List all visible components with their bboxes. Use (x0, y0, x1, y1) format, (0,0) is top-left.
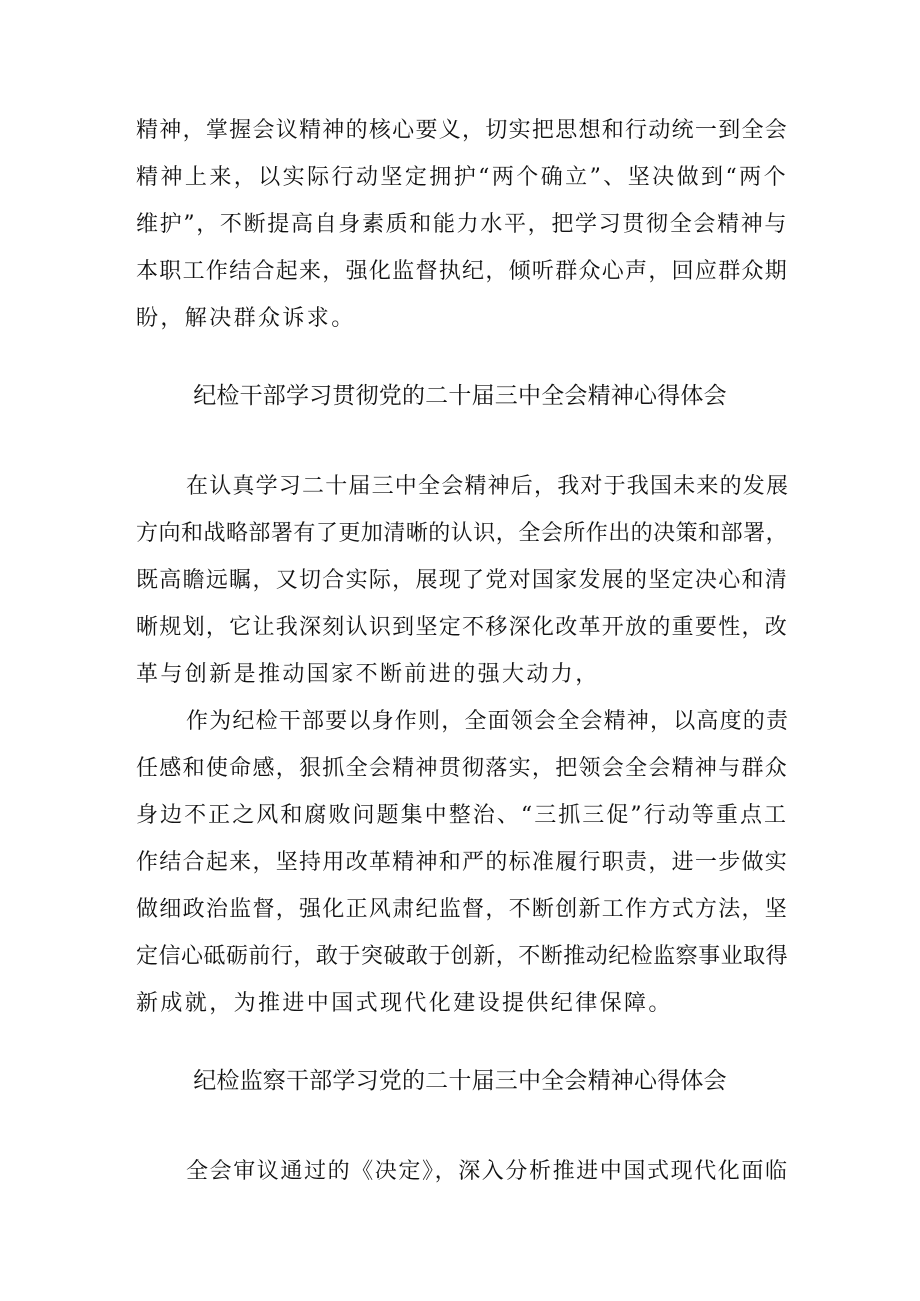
paragraph-1-line-4: 本职工作结合起来，强化监督执纪，倾听群众心声，回应群众期 (136, 259, 788, 284)
paragraph-1-line-2: 精神上来，以实际行动坚定拥护“两个确立”、坚决做到“两个 (136, 165, 788, 190)
paragraph-3-line-4: 作结合起来，坚持用改革精神和严的标准履行职责，进一步做实 (136, 850, 788, 875)
section-heading-2: 纪检监察干部学习党的二十届三中全会精神心得体会 (193, 1068, 727, 1094)
paragraph-4-line-1: 全会审议通过的《决定》，深入分析推进中国式现代化面临 (186, 1159, 789, 1184)
paragraph-2-line-3: 既高瞻远瞩，又切合实际，展现了党对国家发展的坚定决心和清 (136, 568, 788, 593)
paragraph-1-line-3: 维护”，不断提高自身素质和能力水平，把学习贯彻全会精神与 (136, 212, 788, 237)
paragraph-3-line-7: 新成就，为推进中国式现代化建设提供纪律保障。 (136, 991, 673, 1016)
paragraph-2-line-1: 在认真学习二十届三中全会精神后，我对于我国未来的发展 (186, 474, 790, 499)
paragraph-3-line-1: 作为纪检干部要以身作则，全面领会全会精神，以高度的责 (186, 709, 790, 734)
paragraph-3-line-2: 任感和使命感，狠抓全会精神贯彻落实，把领会全会精神与群众 (136, 756, 788, 781)
paragraph-2-line-5: 革与创新是推动国家不断前进的强大动力， (136, 662, 600, 687)
paragraph-2-line-2: 方向和战略部署有了更加清晰的认识，全会所作出的决策和部署， (136, 521, 788, 546)
paragraph-1-line-5: 盼，解决群众诉求。 (136, 306, 356, 331)
paragraph-3-line-3: 身边不正之风和腐败问题集中整治、“三抓三促”行动等重点工 (136, 803, 788, 828)
paragraph-2-line-4: 晰规划，它让我深刻认识到坚定不移深化改革开放的重要性，改 (136, 615, 788, 640)
paragraph-1-line-1: 精神，掌握会议精神的核心要义，切实把思想和行动统一到全会 (136, 118, 788, 143)
paragraph-3-line-6: 定信心砥砺前行，敢于突破敢于创新，不断推动纪检监察事业取得 (136, 944, 788, 969)
paragraph-3-line-5: 做细政治监督，强化正风肃纪监督，不断创新工作方式方法，坚 (136, 897, 788, 922)
section-heading-1: 纪检干部学习贯彻党的二十届三中全会精神心得体会 (193, 383, 727, 409)
